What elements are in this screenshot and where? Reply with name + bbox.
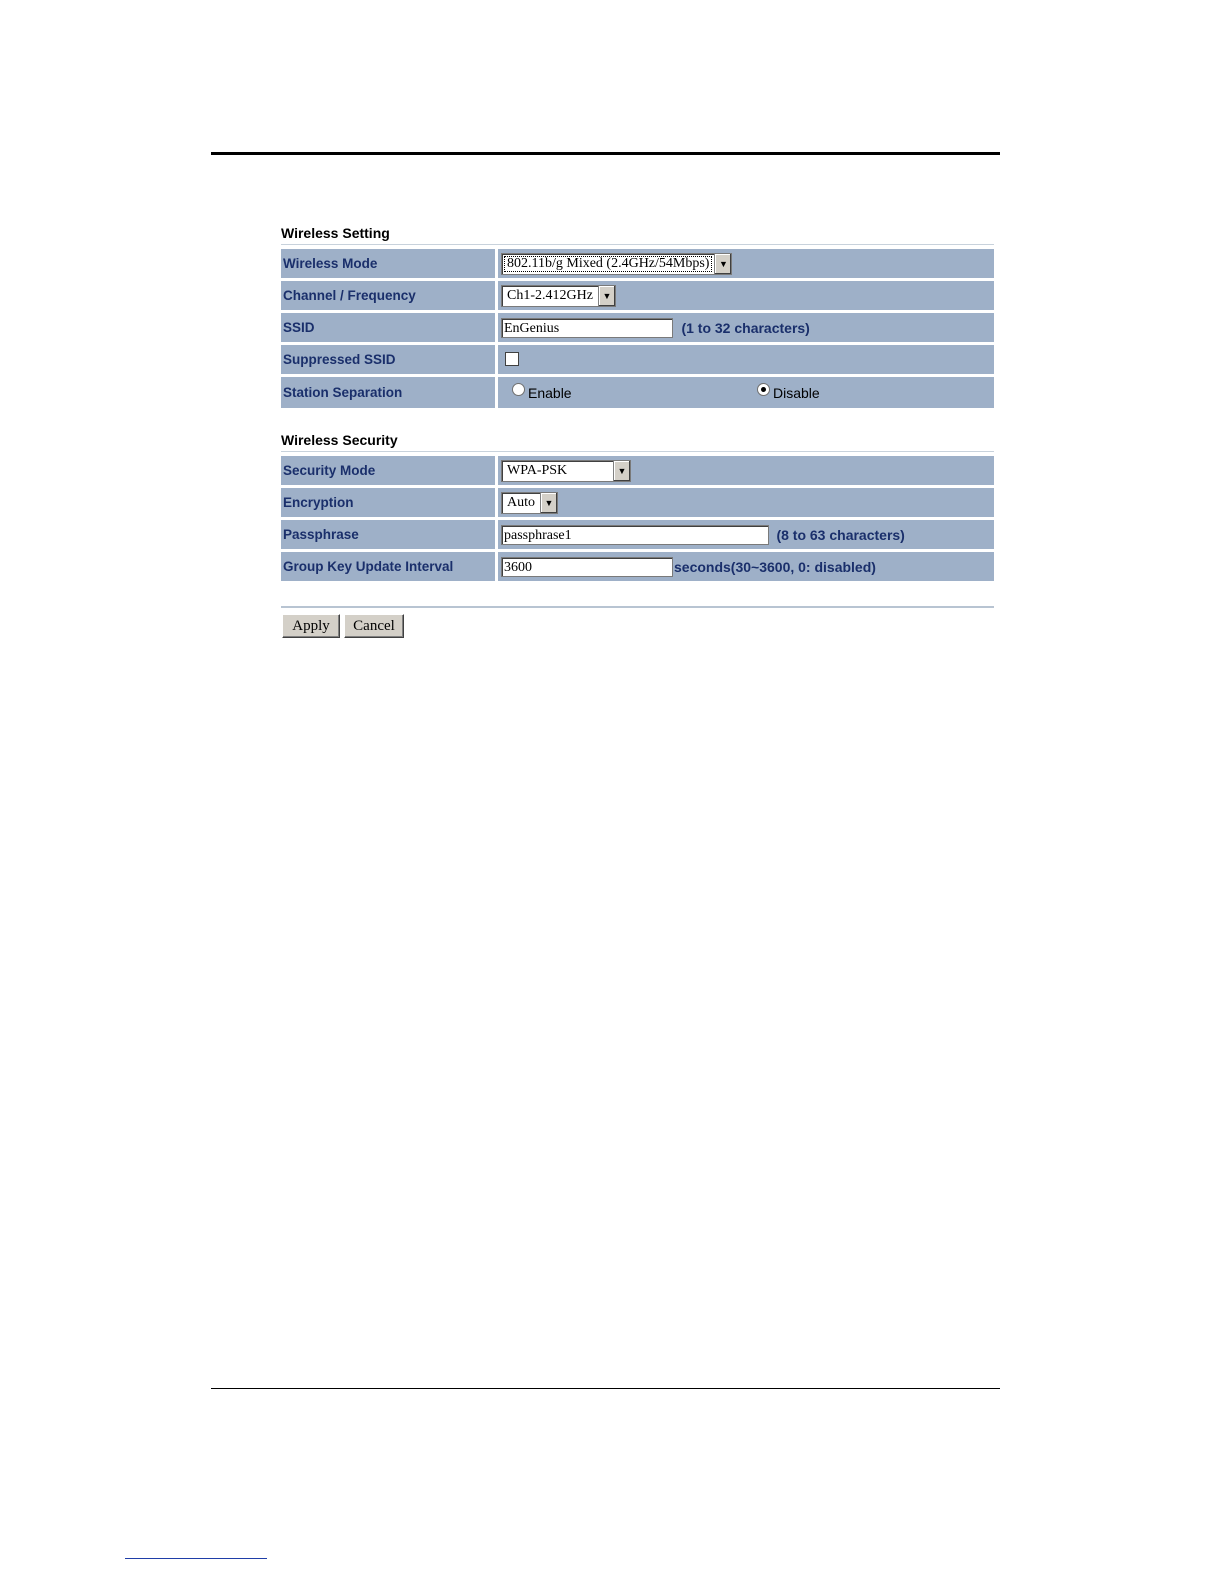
security-mode-select[interactable] (501, 460, 631, 482)
chevron-down-icon[interactable]: ▼ (540, 493, 557, 513)
cancel-button[interactable]: Cancel (344, 614, 404, 638)
group-key-row (281, 552, 994, 581)
wireless-setting-title: Wireless Setting (281, 224, 994, 245)
security-mode-row (281, 456, 994, 485)
enable-label: Enable (528, 385, 572, 401)
button-divider (281, 606, 994, 608)
disable-label: Disable (773, 385, 820, 401)
suppressed-ssid-checkbox[interactable] (505, 352, 519, 366)
wireless-mode-select[interactable] (501, 253, 732, 275)
passphrase-hint: (8 to 63 characters) (776, 526, 905, 543)
channel-label: Channel / Frequency (281, 281, 498, 310)
disable-radio[interactable] (757, 383, 770, 396)
encryption-value: Auto (507, 494, 535, 510)
apply-button[interactable]: Apply (282, 614, 340, 638)
passphrase-row (281, 520, 994, 549)
wireless-security-table (281, 453, 994, 584)
wireless-mode-row (281, 249, 994, 278)
suppressed-ssid-label: Suppressed SSID (281, 345, 498, 374)
ssid-label: SSID (281, 313, 498, 342)
enable-radio[interactable] (512, 383, 525, 396)
security-mode-label: Security Mode (281, 456, 498, 485)
wireless-setting-table (281, 246, 994, 411)
encryption-select[interactable] (501, 492, 558, 514)
header-rule (211, 152, 1000, 155)
passphrase-input[interactable]: passphrase1 (501, 525, 769, 545)
security-mode-value: WPA-PSK (507, 462, 568, 478)
ssid-row (281, 313, 994, 342)
encryption-label: Encryption (281, 488, 498, 517)
wireless-mode-label: Wireless Mode (281, 249, 498, 278)
chevron-down-icon[interactable]: ▼ (598, 286, 615, 306)
station-separation-disable[interactable] (757, 385, 820, 401)
channel-value: Ch1-2.412GHz (507, 287, 593, 303)
ssid-input[interactable]: EnGenius (501, 318, 673, 338)
station-separation-row (281, 377, 994, 408)
chevron-down-icon[interactable]: ▼ (613, 461, 630, 481)
channel-select[interactable] (501, 285, 616, 307)
footer-rule (211, 1388, 1000, 1389)
station-separation-enable[interactable] (512, 385, 572, 401)
wireless-mode-value: 802.11b/g Mixed (2.4GHz/54Mbps) (502, 254, 714, 274)
group-key-label: Group Key Update Interval (281, 552, 498, 581)
wireless-setting-section (281, 224, 994, 411)
group-key-input[interactable]: 3600 (501, 557, 673, 577)
wireless-security-title: Wireless Security (281, 431, 994, 452)
chevron-down-icon[interactable]: ▼ (714, 254, 731, 274)
group-key-hint: seconds(30~3600, 0: disabled) (674, 558, 876, 575)
passphrase-label: Passphrase (281, 520, 498, 549)
ssid-hint: (1 to 32 characters) (681, 319, 810, 336)
suppressed-ssid-row (281, 345, 994, 374)
channel-row (281, 281, 994, 310)
station-separation-label: Station Separation (281, 377, 498, 408)
encryption-row (281, 488, 994, 517)
wireless-security-section (281, 431, 994, 584)
footer-link-underline (125, 1558, 267, 1559)
